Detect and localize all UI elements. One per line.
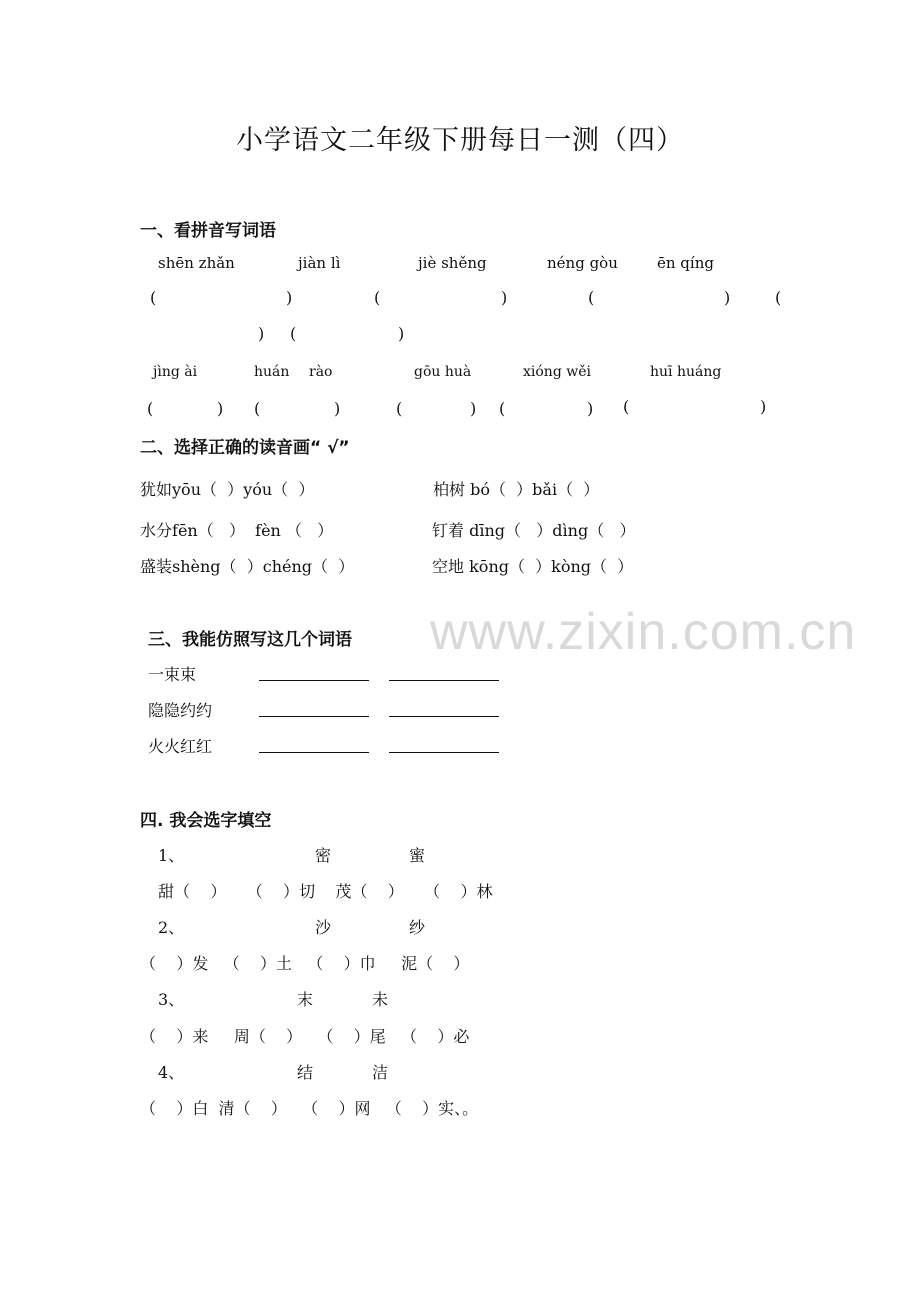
group-number: 2、 <box>158 918 185 937</box>
fill-word: 巾 <box>359 954 376 973</box>
choice-word: 钉着 <box>432 521 465 540</box>
fill-row: 甜（ ） （ ）切 茂（ ） （ ）林 <box>158 882 493 901</box>
choice-row: 盛装shèng（ ）chéng（ ） <box>140 557 355 576</box>
fill-word: 土 <box>275 954 292 973</box>
pinyin-item: huī huáng <box>650 364 722 380</box>
answer-paren-open: ( <box>147 399 154 418</box>
fill-word: 白 <box>192 1099 209 1118</box>
fill-word: 泥 <box>401 954 418 973</box>
choice-char: 纱 <box>409 918 426 937</box>
choice-row: 钉着 dīng（ ）dìng（ ） <box>432 521 636 540</box>
fill-word: 林 <box>476 882 493 901</box>
answer-paren-open: ( <box>254 399 261 418</box>
choice-pinyin: fèn <box>255 521 281 540</box>
choice-row: 水分fēn（ ） fèn （ ） <box>140 521 334 540</box>
pinyin-item: xióng wěi <box>523 364 591 380</box>
fill-word: 来 <box>192 1027 209 1046</box>
choice-pinyin: bó <box>470 480 490 499</box>
fill-word: 甜 <box>158 882 175 901</box>
choice-word: 盛装 <box>140 557 173 576</box>
choice-pinyin: yōu <box>172 480 201 499</box>
pinyin-item: jìng ài <box>153 364 198 380</box>
group-number: 1、 <box>158 846 185 865</box>
pinyin-item: néng gòu <box>547 254 618 272</box>
answer-line[interactable] <box>259 680 369 681</box>
group-number: 4、 <box>158 1063 185 1082</box>
choice-word: 水分 <box>140 521 173 540</box>
example-word: 一束束 <box>148 665 197 684</box>
answer-paren-open: ( <box>775 288 782 307</box>
example-word: 隐隐约约 <box>148 701 213 720</box>
fill-row: （ ）白 清（ ） （ ）网 （ ）实、。 <box>140 1099 479 1118</box>
pinyin-item: huán <box>254 364 290 380</box>
choice-word: 柏树 <box>433 480 466 499</box>
choice-pinyin: yóu <box>243 480 273 499</box>
section2-heading: 二、选择正确的读音画“ √” <box>140 438 350 458</box>
answer-paren-open: ( <box>588 288 595 307</box>
answer-paren-open: ( <box>374 288 381 307</box>
choice-pinyin: dīng <box>469 521 506 540</box>
choice-pinyin: shèng <box>172 557 221 576</box>
answer-paren-close: ) <box>398 324 405 343</box>
fill-word: 发 <box>192 954 209 973</box>
fill-word: 尾 <box>369 1027 386 1046</box>
answer-line[interactable] <box>259 716 369 717</box>
choice-char: 洁 <box>372 1063 389 1082</box>
fill-word: 网 <box>354 1099 371 1118</box>
section1-heading: 一、看拼音写词语 <box>140 221 276 241</box>
choice-word: 空地 <box>432 557 465 576</box>
answer-line[interactable] <box>389 752 499 753</box>
section3-heading: 三、我能仿照写这几个词语 <box>148 630 352 650</box>
page-title: 小学语文二年级下册每日一测（四） <box>236 125 684 156</box>
choice-word: 犹如 <box>140 480 173 499</box>
choice-pinyin: dìng <box>552 521 589 540</box>
answer-paren-close: ) <box>587 399 594 418</box>
pinyin-item: gōu huà <box>414 364 472 380</box>
group-number: 3、 <box>158 990 185 1009</box>
choice-pinyin: bǎi <box>532 480 558 499</box>
answer-line[interactable] <box>259 752 369 753</box>
answer-paren-close: ) <box>760 397 767 416</box>
answer-paren-close: ) <box>724 288 731 307</box>
choice-pinyin: kòng <box>551 557 592 576</box>
answer-line[interactable] <box>389 680 499 681</box>
choice-pinyin: chéng <box>262 557 313 576</box>
example-word: 火火红红 <box>148 737 213 756</box>
fill-row: （ ）发 （ ）土 （ ）巾 泥（ ） <box>140 954 470 973</box>
answer-paren-close: ) <box>501 288 508 307</box>
answer-paren-open: ( <box>499 399 506 418</box>
answer-paren-close: ) <box>470 399 477 418</box>
choice-row: 犹如yōu（ ）yóu（ ） <box>140 480 315 499</box>
answer-paren-close: ) <box>217 399 224 418</box>
answer-paren-open: ( <box>150 288 157 307</box>
answer-paren-close: ) <box>334 399 341 418</box>
section4-heading: 四. 我会选字填空 <box>140 811 272 831</box>
choice-pinyin: fēn <box>172 521 198 540</box>
watermark: www.zixin.com.cn <box>430 603 857 661</box>
fill-word: 实、。 <box>438 1099 479 1118</box>
answer-paren-open: ( <box>290 324 297 343</box>
choice-row: 空地 kōng（ ）kòng（ ） <box>432 557 634 576</box>
choice-char: 沙 <box>315 918 332 937</box>
answer-paren-open: ( <box>396 399 403 418</box>
pinyin-item: jiàn lì <box>298 254 341 272</box>
answer-line[interactable] <box>389 716 499 717</box>
choice-char: 末 <box>297 990 314 1009</box>
choice-char: 结 <box>297 1063 314 1082</box>
choice-char: 未 <box>372 990 389 1009</box>
pinyin-item: jiè shěng <box>418 254 487 272</box>
answer-paren-open: ( <box>623 397 630 416</box>
fill-word: 切 <box>299 882 316 901</box>
choice-pinyin: kōng <box>469 557 509 576</box>
pinyin-item: shēn zhǎn <box>158 254 235 272</box>
fill-word: 茂 <box>335 882 352 901</box>
choice-row: 柏树 bó（ ）bǎi（ ） <box>433 480 600 499</box>
fill-word: 清 <box>218 1099 235 1118</box>
answer-paren-close: ) <box>286 288 293 307</box>
pinyin-item: rào <box>309 364 333 380</box>
choice-char: 蜜 <box>409 846 426 865</box>
answer-paren-close: ) <box>258 324 265 343</box>
pinyin-item: ēn qíng <box>657 254 714 272</box>
fill-word: 周 <box>233 1027 250 1046</box>
fill-row: （ ）来 周（ ） （ ）尾 （ ）必 <box>140 1027 470 1046</box>
fill-word: 必 <box>453 1027 470 1046</box>
choice-char: 密 <box>315 846 332 865</box>
